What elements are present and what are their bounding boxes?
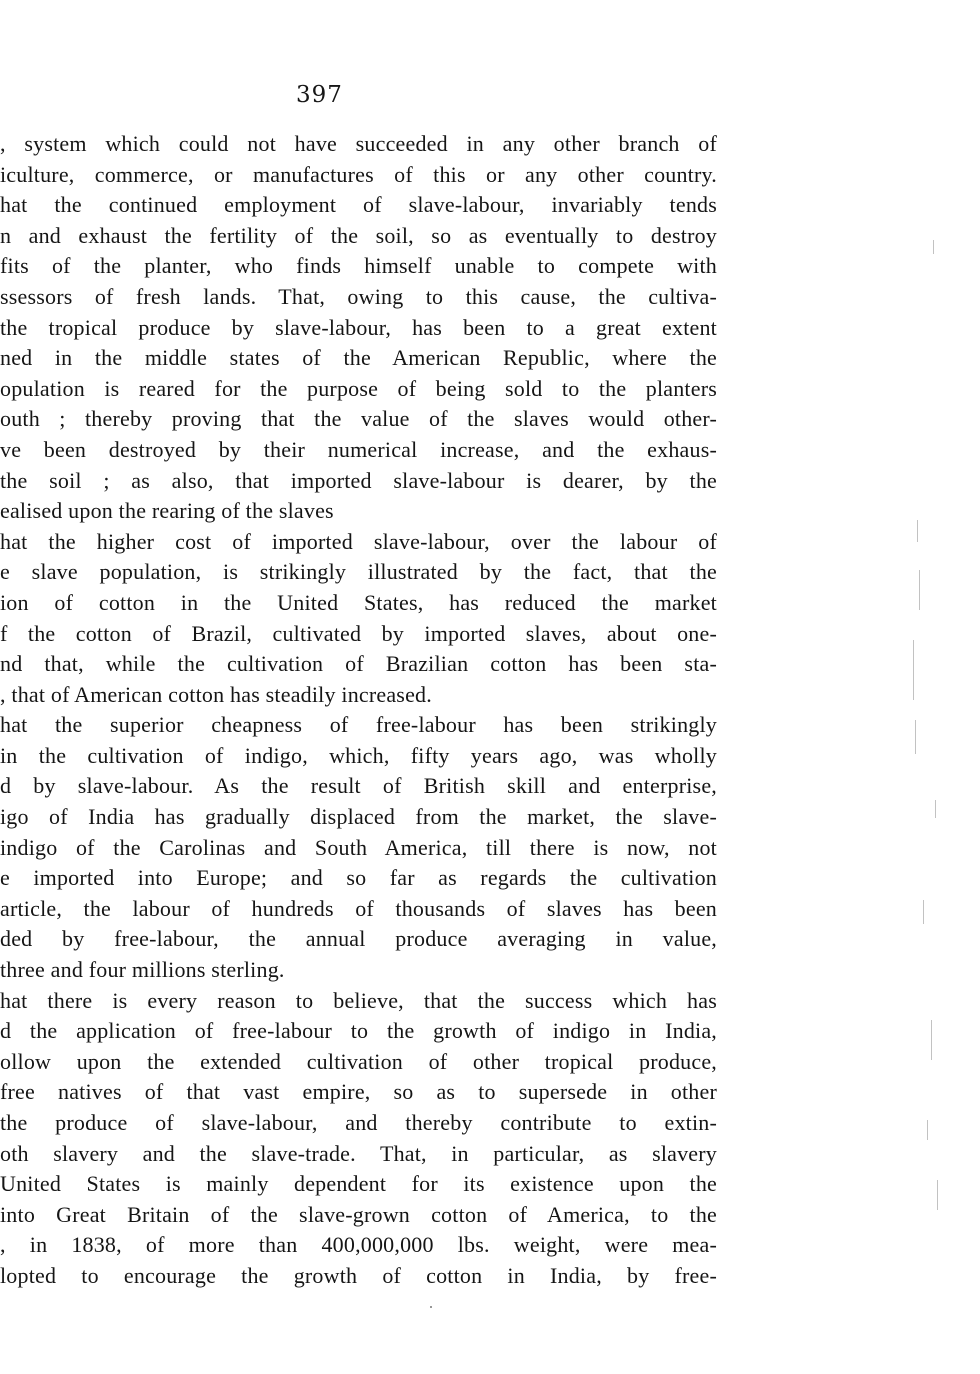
text-line: the tropical produce by slave-labour, has been to a great extent xyxy=(0,314,717,340)
text-line: free natives of that vast empire, so as to supersede in other xyxy=(0,1079,717,1105)
text-line: e imported into Europe; and so far as regards the cultivation xyxy=(0,865,717,891)
text-line: hat there is every reason to believe, that the success which has xyxy=(0,987,717,1013)
text-line: the soil ; as also, that imported slave-labour is dearer, by the xyxy=(0,467,717,493)
text-line: nd that, while the cultivation of Brazilian cotton has been sta- xyxy=(0,651,717,677)
text-line: three and four millions sterling. xyxy=(0,957,285,983)
page-number: 397 xyxy=(296,82,343,108)
text-line: d the application of free-labour to the growth of indigo in India, xyxy=(0,1018,717,1044)
text-line: d by slave-labour. As the result of British skill and enterprise, xyxy=(0,773,717,799)
text-line: ealised upon the rearing of the slaves xyxy=(0,498,334,524)
text-line: ssessors of fresh lands. That, owing to this cause, the cultiva- xyxy=(0,283,717,309)
text-line: hat the continued employment of slave-labour, invariably tends xyxy=(0,192,717,218)
text-line: , in 1838, of more than 400,000,000 lbs. weight, were mea- xyxy=(0,1232,717,1258)
text-line: n and exhaust the fertility of the soil, so as eventually to destroy xyxy=(0,222,717,248)
text-line: into Great Britain of the slave-grown cotton of America, to the xyxy=(0,1201,717,1227)
scan-margin-specks xyxy=(905,200,945,1250)
text-line: the produce of slave-labour, and thereby contribute to extin- xyxy=(0,1110,717,1135)
text-line: article, the labour of hundreds of thousands of slaves has been xyxy=(0,895,717,921)
text-line: oth slavery and the slave-trade. That, in particular, as slavery xyxy=(0,1140,717,1166)
text-line: outh ; thereby proving that the value of the slaves would other- xyxy=(0,406,717,432)
scan-speck xyxy=(430,1306,432,1308)
text-line: ion of cotton in the United States, has reduced the market xyxy=(0,589,717,615)
text-line: iculture, commerce, or manufactures of this or any other country. xyxy=(0,161,717,187)
text-line: ollow upon the extended cultivation of other tropical produce, xyxy=(0,1048,717,1074)
text-line: opulation is reared for the purpose of being sold to the planters xyxy=(0,375,717,401)
text-line: ned in the middle states of the American Republic, where the xyxy=(0,345,717,371)
body-text xyxy=(0,129,717,1292)
text-line: e slave population, is strikingly illustrated by the fact, that the xyxy=(0,559,717,585)
text-line: lopted to encourage the growth of cotton in India, by free- xyxy=(0,1262,717,1288)
text-line: hat the higher cost of imported slave-labour, over the labour of xyxy=(0,528,717,554)
text-line: , that of American cotton has steadily increased. xyxy=(0,681,432,707)
text-line: f the cotton of Brazil, cultivated by imported slaves, about one- xyxy=(0,620,717,646)
text-line: hat the superior cheapness of free-labour has been strikingly xyxy=(0,712,717,738)
text-line: igo of India has gradually displaced from the market, the slave- xyxy=(0,804,717,830)
text-line: ve been destroyed by their numerical increase, and the exhaus- xyxy=(0,436,717,462)
text-line: ded by free-labour, the annual produce averaging in value, xyxy=(0,926,717,952)
text-line: United States is mainly dependent for its existence upon the xyxy=(0,1171,717,1197)
text-line: in the cultivation of indigo, which, fifty years ago, was wholly xyxy=(0,742,717,768)
text-line: fits of the planter, who finds himself unable to compete with xyxy=(0,253,717,279)
text-line: , system which could not have succeeded in any other branch of xyxy=(0,131,717,156)
text-line: indigo of the Carolinas and South America, till there is now, not xyxy=(0,834,717,860)
